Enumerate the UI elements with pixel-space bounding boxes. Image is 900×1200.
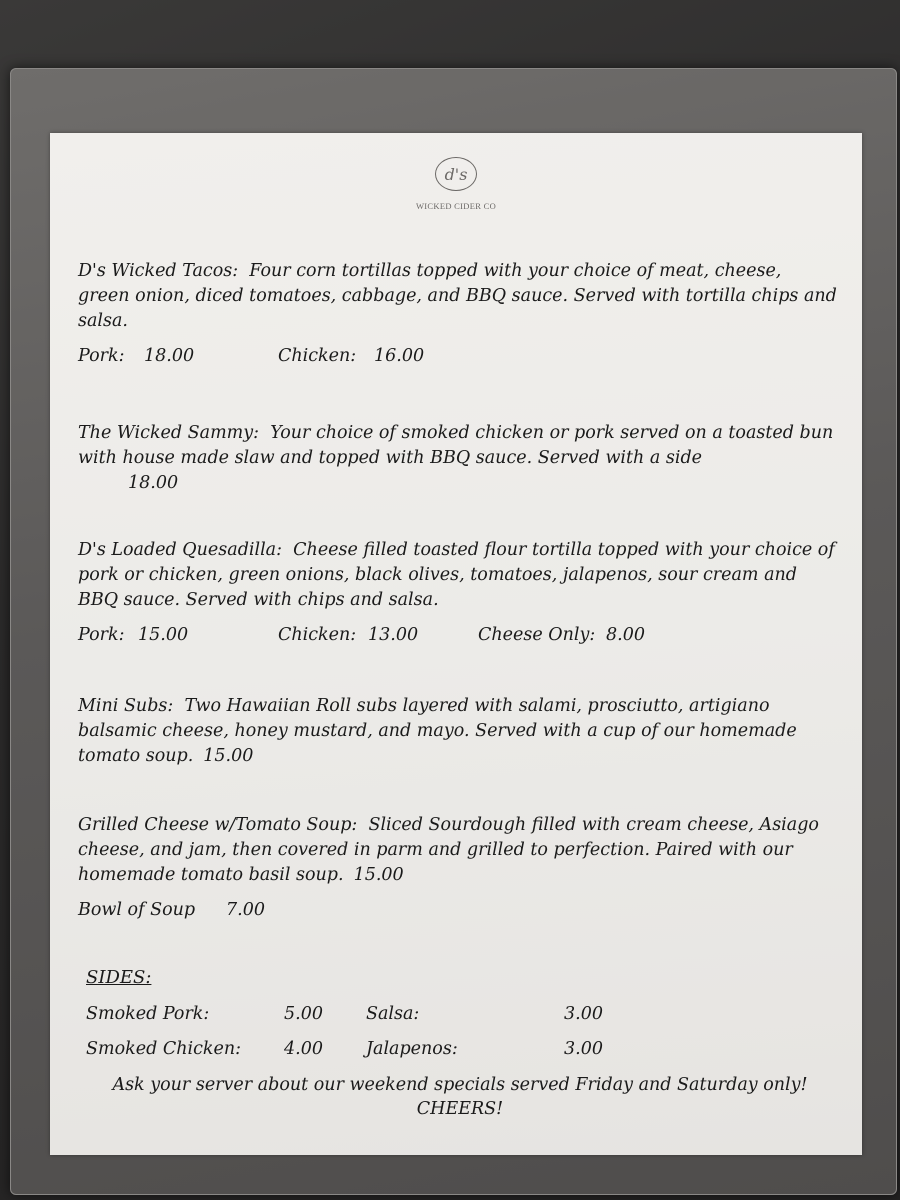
item-description [78,421,838,471]
item-name: The Wicked Sammy: [78,423,260,443]
cheers-text: CHEERS! [416,1099,504,1119]
price-value: 13.00 [368,625,419,645]
side-label: Smoked Pork: [86,1004,210,1024]
price-row [78,623,838,649]
brand-logo [413,157,499,219]
side-price: 4.00 [284,1039,323,1059]
item-description [78,259,838,334]
price-value: 15.00 [203,746,254,766]
side-price: 3.00 [564,1039,603,1059]
sides-row [86,1002,806,1037]
price-row [78,898,838,924]
price-label: Chicken: [278,625,357,645]
menu-item-sammy [78,421,838,496]
logo-text: WICKED CIDER CO [415,201,497,211]
menu-sheet [50,133,862,1155]
item-name: Mini Subs: [78,696,174,716]
price-label: Cheese Only: [478,625,596,645]
item-description [78,538,838,613]
side-label: Smoked Chicken: [86,1039,242,1059]
price-value: 18.00 [128,473,179,493]
item-name: D's Loaded Quesadilla: [78,540,283,560]
menu-item-mini-subs [78,694,838,769]
item-name: D's Wicked Tacos: [78,261,239,281]
price-value: 7.00 [226,900,265,920]
item-description-text: Sliced Sourdough filled with cream cheese, Asiago cheese, and jam, then covered in parm and grilled to perfection. Paired with our homemade tomato basil soup. [78,815,819,885]
side-label: Jalapenos: [366,1039,458,1059]
price-label: Pork: [78,625,125,645]
side-price: 3.00 [564,1004,603,1024]
item-description [78,813,838,888]
sides-title: SIDES: [86,967,152,988]
menu-item-tacos [78,259,838,370]
specials-note: Ask your server about our weekend specials served Friday and Saturday only! [112,1075,808,1095]
menu-item-grilled-cheese [78,813,838,924]
menu-item-quesadilla [78,538,838,649]
menu-footer [80,1073,840,1121]
price-value: 15.00 [353,865,404,885]
sides-row [86,1037,806,1072]
item-description-text: Cheese filled toasted flour tortilla topped with your choice of pork or chicken, green onions, black olives, tomatoes, jalapenos, sour cream and BBQ sauce. Served with chips and salsa. [78,540,835,610]
price-value: 18.00 [144,346,195,366]
side-price: 5.00 [284,1004,323,1024]
side-label: Salsa: [366,1004,420,1024]
price-value: 16.00 [374,346,425,366]
price-value: 8.00 [606,625,645,645]
price-label: Chicken: [278,346,357,366]
item-description-text: Two Hawaiian Roll subs layered with salami, prosciutto, artigiano balsamic cheese, honey mustard, and mayo. Served with a cup of our homemade tomato soup. [78,696,797,766]
sides-section [86,965,806,1072]
price-label: Pork: [78,346,125,366]
price-label: Bowl of Soup [78,900,196,920]
logo-mark: d's [435,157,477,191]
item-description-text: Four corn tortillas topped with your choice of meat, cheese, green onion, diced tomatoes, cabbage, and BBQ sauce. Served with tortilla chips and salsa. [78,261,837,331]
price-row [78,344,838,370]
item-description [78,694,838,769]
price-value: 15.00 [138,625,189,645]
item-description-text: Your choice of smoked chicken or pork served on a toasted bun with house made slaw and topped with BBQ sauce. Served with a side [78,423,834,468]
item-name: Grilled Cheese w/Tomato Soup: [78,815,358,835]
